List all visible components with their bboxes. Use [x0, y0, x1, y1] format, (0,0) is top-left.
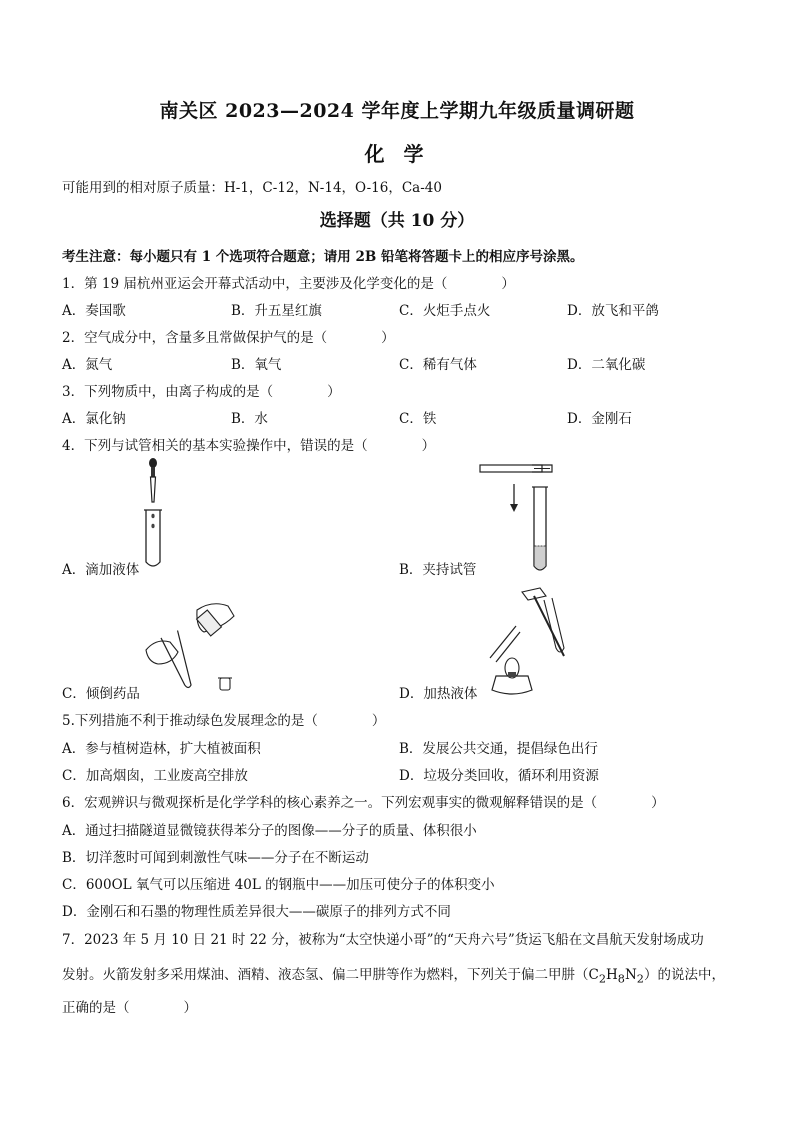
chemical-formula: $C_2H_8N_2$ [588, 967, 644, 986]
question-3-option-d: D．金刚石 [567, 411, 632, 427]
question-3-option-c: C．铁 [399, 411, 437, 427]
exam-title: 南关区 2023—2024 学年度上学期九年级质量调研题 [159, 100, 635, 122]
question-6-stem: 6．宏观辨识与微观探析是化学学科的核心素养之一。下列宏观事实的微观解释错误的是（ ） [62, 795, 665, 811]
question-7-stem-line-3: 正确的是（ ） [62, 1000, 197, 1016]
question-5-stem: 5.下列措施不利于推动绿色发展理念的是（ ） [62, 713, 386, 729]
question-4-stem: 4．下列与试管相关的基本实验操作中，错误的是（ ） [62, 438, 436, 454]
question-7-stem-line-2: 发射。火箭发射多采用煤油、酒精、液态氢、偏二甲肼等作为燃料，下列关于偏二甲肼$(C_2H_8N_2)$的说法中， [62, 967, 725, 986]
question-2-stem: 2．空气成分中，含量多且常做保护气的是（ ） [62, 330, 395, 346]
section-notice: 考生注意：每小题只有 1 个选项符合题意；请用 2B 铅笔将答题卡上的相应序号涂黑。 [62, 249, 584, 265]
question-2-option-a: A．氮气 [62, 357, 113, 373]
question-6-option-d: D．金刚石和石墨的物理性质差异很大——碳原子的排列方式不同 [62, 904, 451, 920]
question-6-option-a: A．通过扫描隧道显微镜获得苯分子的图像——分子的质量、体积很小 [62, 823, 477, 839]
question-1-stem: 1．第 19 届杭州亚运会开幕式活动中，主要涉及化学变化的是（ ） [62, 276, 515, 292]
question-2-option-d: D．二氧化碳 [567, 357, 646, 373]
question-6-option-c: C．600OL 氧气可以压缩进 40L 的钢瓶中——加压可使分子的体积变小 [62, 877, 495, 893]
question-4-option-d: D．加热液体 [399, 686, 478, 702]
question-5-option-c: C．加高烟囱，工业废高空排放 [62, 768, 248, 784]
question-4-option-c: C．倾倒药品 [62, 686, 140, 702]
question-5-option-d: D．垃圾分类回收，循环利用资源 [399, 768, 599, 784]
dropper-figure [136, 458, 176, 570]
question-2-option-b: B．氧气 [231, 357, 282, 373]
question-1-option-a: A．奏国歌 [62, 303, 126, 319]
question-3-option-a: A．氯化钠 [62, 411, 126, 427]
question-7-stem-line-1: 7．2023 年 5 月 10 日 21 时 22 分，被称为“太空快递小哥”的“天舟六号”货运飞船在文昌航天发射场成功 [62, 932, 704, 948]
question-2-option-c: C．稀有气体 [399, 357, 477, 373]
atomic-masses-line: 可能用到的相对原子质量：H-1，C-12，N-14，O-16，Ca-40 [62, 180, 442, 196]
question-1-option-d: D．放飞和平鸽 [567, 303, 659, 319]
test-tube-holder-figure [478, 462, 558, 580]
question-1-option-b: B．升五星红旗 [231, 303, 322, 319]
question-5-option-b: B．发展公共交通，提倡绿色出行 [399, 741, 598, 757]
pouring-reagent-figure [142, 598, 242, 694]
question-1-option-c: C．火炬手点火 [399, 303, 491, 319]
question-3-option-b: B．水 [231, 411, 268, 427]
question-6-option-b: B．切洋葱时可闻到刺激性气味——分子在不断运动 [62, 850, 369, 866]
question-4-option-a: A．滴加液体 [62, 562, 140, 578]
subject-title: 化 学 [364, 142, 430, 166]
question-5-option-a: A．参与植树造林，扩大植被面积 [62, 741, 261, 757]
question-4-option-b: B．夹持试管 [399, 562, 477, 578]
question-3-stem: 3．下列物质中，由离子构成的是（ ） [62, 384, 341, 400]
heating-liquid-figure [482, 586, 582, 698]
section-title: 选择题（共 10 分） [319, 211, 475, 231]
